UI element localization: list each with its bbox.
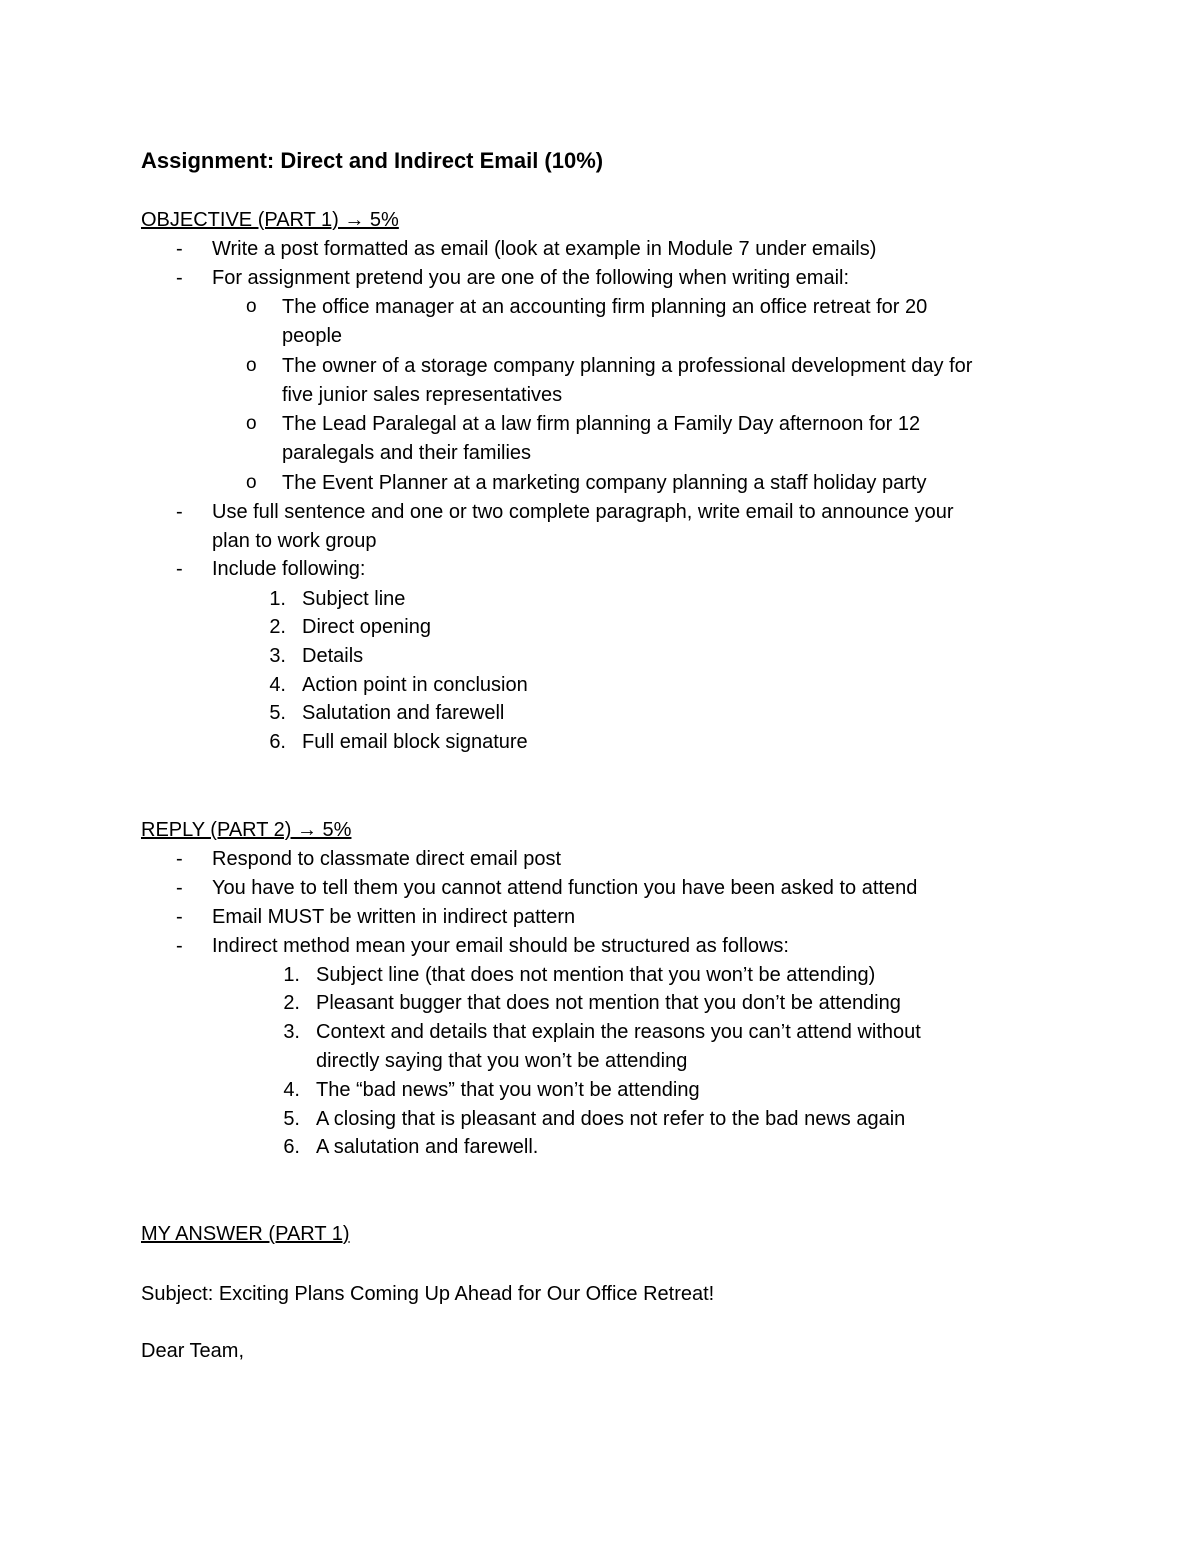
dash-marker: - <box>176 238 183 260</box>
part1-bullet-3-line-2: plan to work group <box>212 530 377 552</box>
list-number: 5. <box>269 702 286 724</box>
part1-bullet-3-line-1: Use full sentence and one or two complete paragraph, write email to announce your <box>212 501 954 523</box>
list-number: 1. <box>283 964 300 986</box>
list-number: 6. <box>269 731 286 753</box>
part1-heading: OBJECTIVE (PART 1) → 5% <box>141 209 399 231</box>
circle-bullet: o <box>246 472 257 493</box>
role-4-line-1: The Event Planner at a marketing company planning a staff holiday party <box>282 472 927 494</box>
list-number: 2. <box>269 616 286 638</box>
part2-bullet-2: You have to tell them you cannot attend function you have been asked to attend <box>212 877 918 899</box>
include-item-4: Action point in conclusion <box>302 674 528 696</box>
role-3-line-1: The Lead Paralegal at a law firm planning a Family Day afternoon for 12 <box>282 413 921 435</box>
part2-heading: REPLY (PART 2) → 5% <box>141 819 352 841</box>
step-1: Subject line (that does not mention that you won’t be attending) <box>316 964 876 986</box>
part2-bullet-1: Respond to classmate direct email post <box>212 848 562 870</box>
circle-bullet: o <box>246 296 257 317</box>
include-item-5: Salutation and farewell <box>302 702 505 724</box>
list-number: 4. <box>269 674 286 696</box>
circle-bullet: o <box>246 413 257 434</box>
part1-bullet-2: For assignment pretend you are one of the following when writing email: <box>212 267 850 289</box>
dash-marker: - <box>176 877 183 899</box>
dash-marker: - <box>176 501 183 523</box>
role-2-line-1: The owner of a storage company planning a professional development day for <box>282 355 973 377</box>
dash-marker: - <box>176 267 183 289</box>
document-title: Assignment: Direct and Indirect Email (10%) <box>141 148 604 173</box>
role-3-line-2: paralegals and their families <box>282 442 532 464</box>
answer-heading: MY ANSWER (PART 1) <box>141 1223 350 1245</box>
list-number: 1. <box>269 588 286 610</box>
list-number: 5. <box>283 1108 300 1130</box>
list-number: 3. <box>269 645 286 667</box>
email-subject: Subject: Exciting Plans Coming Up Ahead for Our Office Retreat! <box>141 1283 715 1305</box>
list-number: 6. <box>283 1136 300 1158</box>
include-item-3: Details <box>302 645 364 667</box>
dash-marker: - <box>176 848 183 870</box>
role-1-line-2: people <box>282 325 343 347</box>
circle-bullet: o <box>246 355 257 376</box>
role-2-line-2: five junior sales representatives <box>282 384 563 406</box>
role-1-line-1: The office manager at an accounting firm planning an office retreat for 20 <box>282 296 928 318</box>
email-greeting: Dear Team, <box>141 1340 245 1362</box>
part1-bullet-1: Write a post formatted as email (look at example in Module 7 under emails) <box>212 238 877 260</box>
include-item-6: Full email block signature <box>302 731 528 753</box>
step-6: A salutation and farewell. <box>316 1136 539 1158</box>
part2-bullet-3: Email MUST be written in indirect pattern <box>212 906 576 928</box>
step-2: Pleasant bugger that does not mention that you don’t be attending <box>316 992 901 1014</box>
part1-bullet-4: Include following: <box>212 558 366 580</box>
list-number: 3. <box>283 1021 300 1043</box>
include-item-1: Subject line <box>302 588 406 610</box>
list-number: 4. <box>283 1079 300 1101</box>
step-4: The “bad news” that you won’t be attending <box>316 1079 700 1101</box>
step-3-line-2: directly saying that you won’t be attending <box>316 1050 688 1072</box>
list-number: 2. <box>283 992 300 1014</box>
dash-marker: - <box>176 906 183 928</box>
part2-bullet-4: Indirect method mean your email should be structured as follows: <box>212 935 789 957</box>
dash-marker: - <box>176 935 183 957</box>
step-3-line-1: Context and details that explain the reasons you can’t attend without <box>316 1021 921 1043</box>
dash-marker: - <box>176 558 183 580</box>
step-5: A closing that is pleasant and does not refer to the bad news again <box>316 1108 906 1130</box>
include-item-2: Direct opening <box>302 616 431 638</box>
